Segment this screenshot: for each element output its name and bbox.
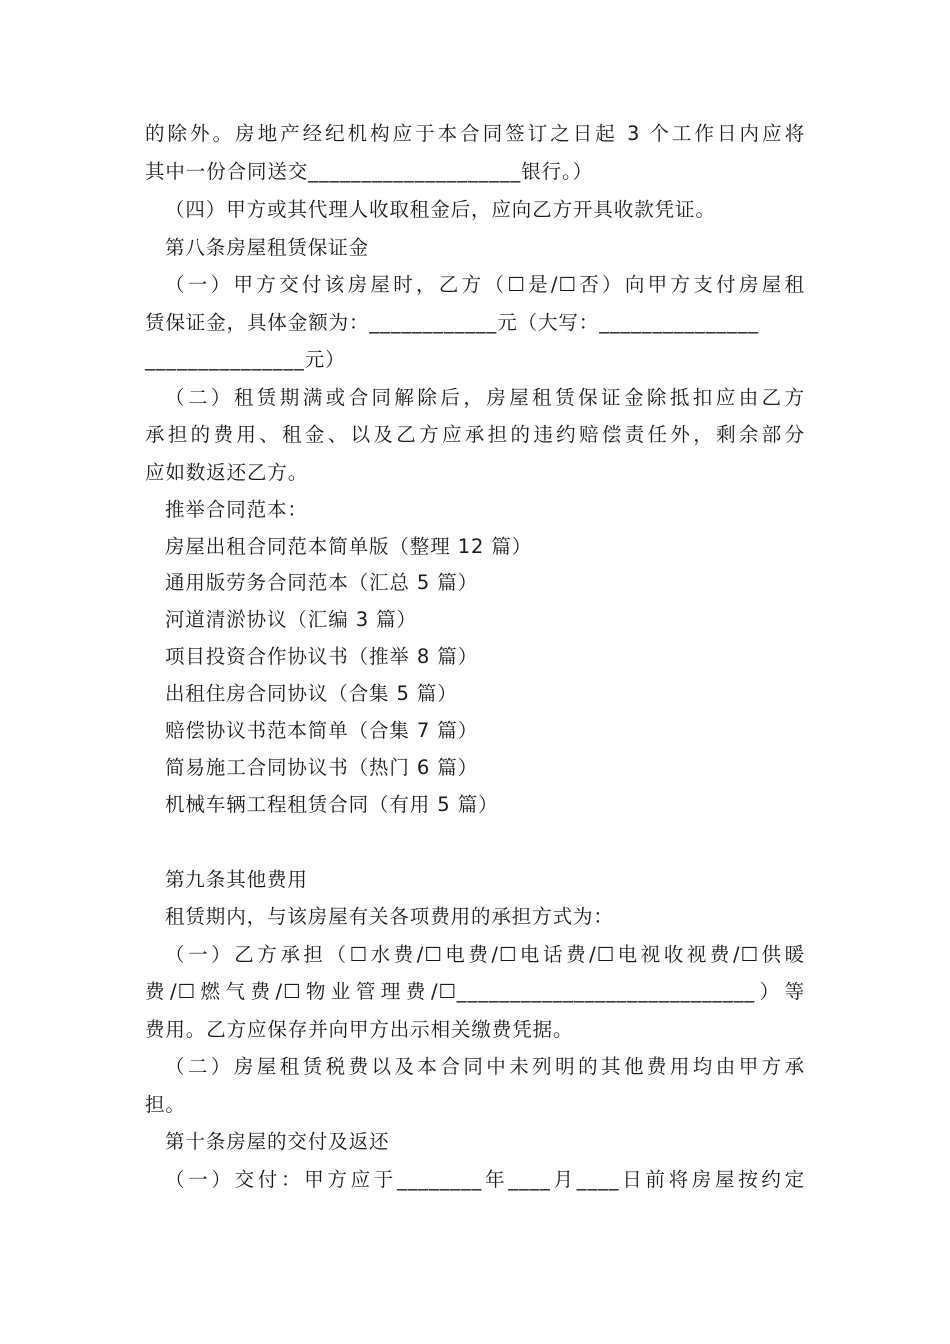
- text-line: 赁保证金，具体金额为：____________元（大写：_______________: [145, 311, 759, 334]
- text-line: 担。: [145, 1093, 186, 1116]
- text-line: 应如数返还乙方。: [145, 461, 309, 484]
- recommend-link[interactable]: 赔偿协议书范本简单（合集 7 篇）: [165, 719, 479, 742]
- text-line: （二）租赁期满或合同解除后，房屋租赁保证金除抵扣应由乙方: [165, 386, 805, 409]
- recommend-link[interactable]: 出租住房合同协议（合集 5 篇）: [165, 682, 458, 705]
- text-line: 租赁期内，与该房屋有关各项费用的承担方式为：: [165, 905, 614, 928]
- text-line: （一）甲方交付该房屋时，乙方（☐是/☐否）向甲方支付房屋租: [165, 273, 805, 296]
- text-line: 费/☐燃气费/☐物业管理费/☐____________________________）等: [145, 980, 805, 1003]
- text-line: （四）甲方或其代理人收取租金后，应向乙方开具收款凭证。: [165, 198, 716, 221]
- recommend-link[interactable]: 通用版劳务合同范本（汇总 5 篇）: [165, 571, 479, 594]
- text-line: （二）房屋租赁税费以及本合同中未列明的其他费用均由甲方承: [165, 1055, 805, 1078]
- section-heading: 第八条房屋租赁保证金: [165, 236, 370, 259]
- text-line: （一）交付：甲方应于________年____月____日前将房屋按约定: [165, 1168, 805, 1191]
- recommend-link[interactable]: 简易施工合同协议书（热门 6 篇）: [165, 756, 479, 779]
- text-line: 承担的费用、租金、以及乙方应承担的违约赔偿责任外，剩余部分: [145, 423, 805, 446]
- recommend-link[interactable]: 房屋出租合同范本简单版（整理 12 篇）: [165, 535, 533, 558]
- section-heading: 第十条房屋的交付及返还: [165, 1130, 390, 1153]
- text-line: _______________元）: [145, 348, 346, 371]
- text-line: 其中一份合同送交____________________银行。）: [145, 160, 594, 183]
- recommend-link[interactable]: 项目投资合作协议书（推举 8 篇）: [165, 645, 479, 668]
- recommend-link[interactable]: 河道清淤协议（汇编 3 篇）: [165, 608, 417, 631]
- text-line: （一）乙方承担（☐水费/☐电费/☐电话费/☐电视收视费/☐供暖: [165, 943, 805, 966]
- recommend-link[interactable]: 机械车辆工程租赁合同（有用 5 篇）: [165, 793, 499, 816]
- text-line: 费用。乙方应保存并向甲方出示相关缴费凭据。: [145, 1018, 574, 1041]
- section-heading: 第九条其他费用: [165, 868, 308, 891]
- recommend-heading: 推举合同范本：: [165, 498, 308, 521]
- text-line: 的除外。房地产经纪机构应于本合同签订之日起 3 个工作日内应将: [145, 122, 805, 145]
